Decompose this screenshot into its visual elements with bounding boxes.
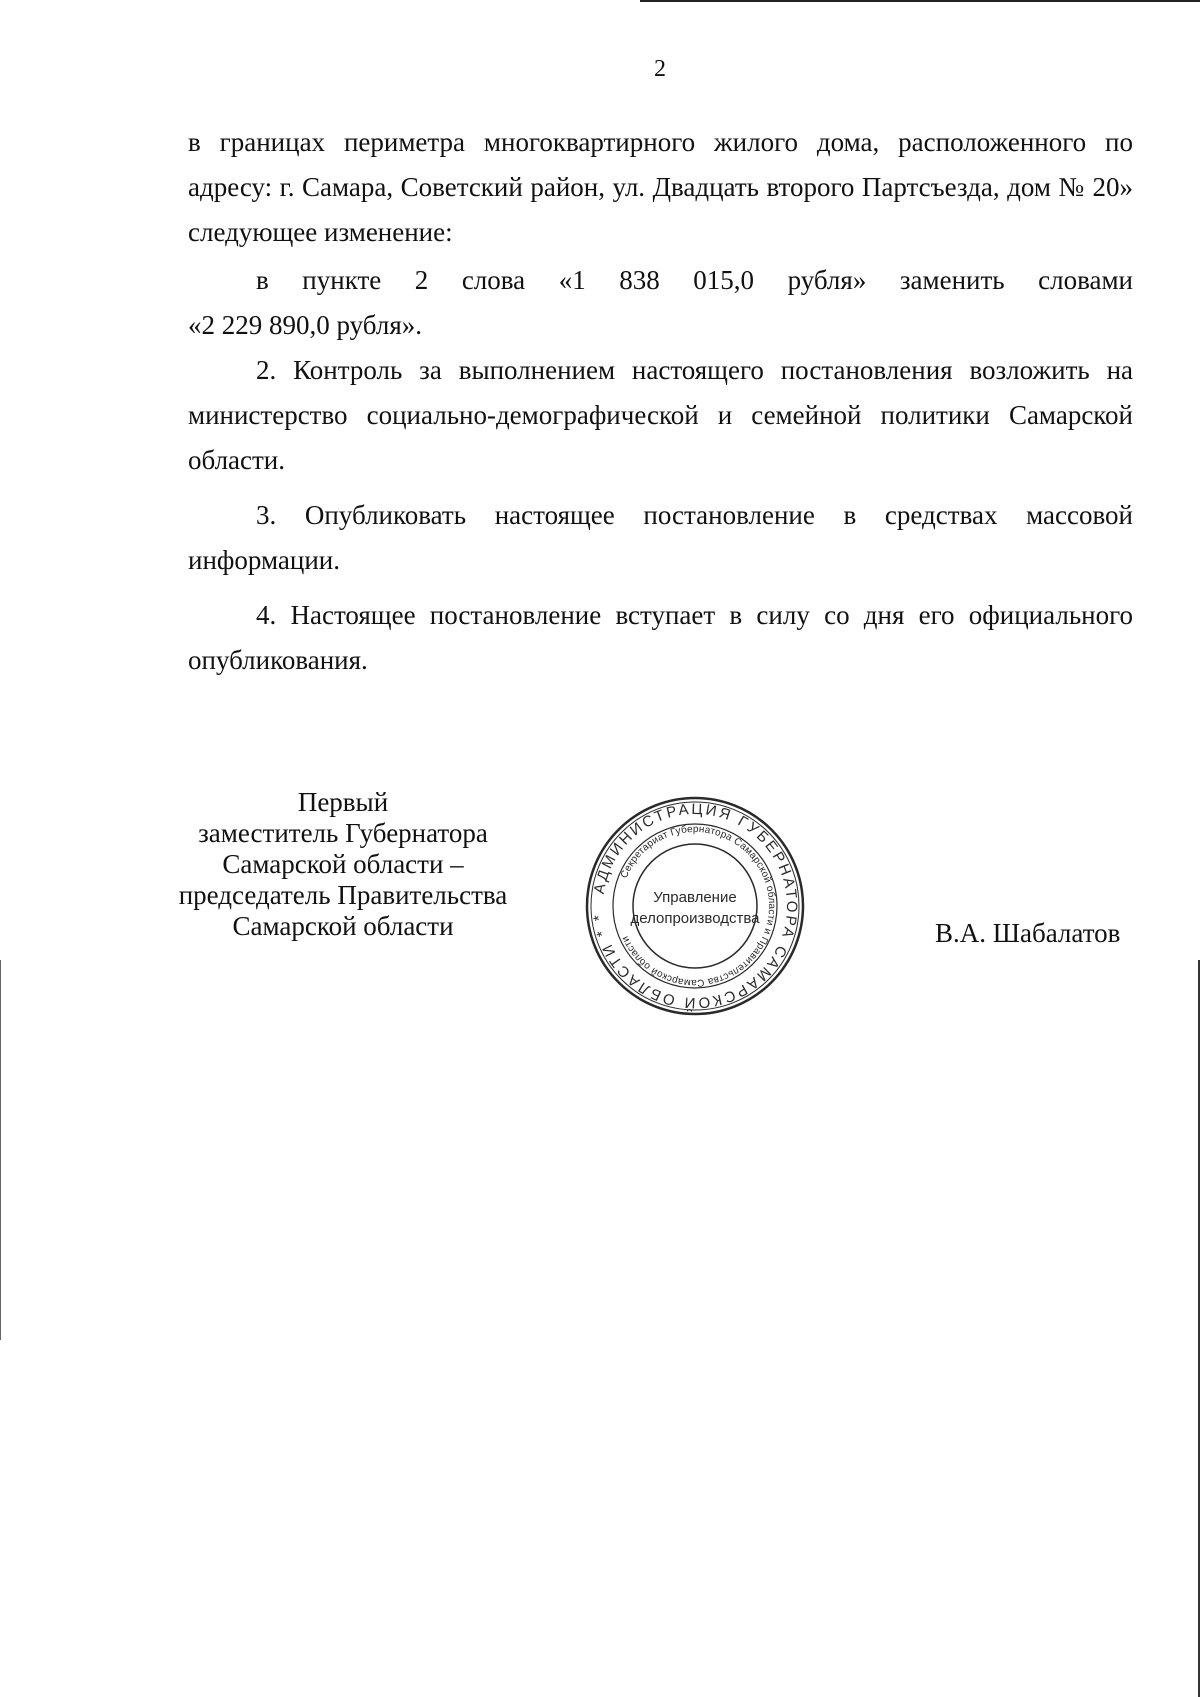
seal-ring-textpath: Секретариат Губернатора Самарской области и Правительства Самарской области <box>618 823 778 989</box>
seal-center-line-1: Управление <box>653 889 737 906</box>
amendment-line-2: «2 229 890,0 рубля». <box>188 310 422 340</box>
seal-outer-textpath: АДМИНИСТРАЦИЯ ГУБЕРНАТОРА САМАРСКОЙ ОБЛАСТИ * * <box>590 800 801 1012</box>
paragraph-effective: 4. Настоящее постановление вступает в силу со дня его официального опубликования. <box>188 600 1133 675</box>
paragraph-publish: 3. Опубликовать настоящее постановление в средствах массовой информации. <box>188 500 1133 575</box>
official-seal-stamp <box>584 795 806 1017</box>
scan-artifact-left <box>0 960 1 1340</box>
signatory-name: В.А. Шабалатов <box>935 918 1121 948</box>
signatory-position <box>168 787 518 942</box>
page-number: 2 <box>654 56 666 82</box>
amendment-line-1: в пункте 2 слова «1 838 015,0 рубля» заменить словами <box>256 265 1133 295</box>
paragraph-amendment <box>188 258 1133 348</box>
position-line: Самарской области – <box>222 849 464 879</box>
paragraph-address: в границах периметра многоквартирного жилого дома, расположенного по адресу: г. Самара, Советский район, ул. Двадцать второго Партсъезда, дом № 20» следующее изменение: <box>188 127 1133 247</box>
position-line: заместитель Губернатора <box>198 818 488 848</box>
seal-inner-ring <box>633 844 757 968</box>
scan-artifact-top <box>640 0 1200 2</box>
seal-center-line-2: делопроизводства <box>630 910 760 927</box>
position-line: Первый <box>297 787 389 817</box>
position-line: председатель Правительства <box>178 880 508 910</box>
paragraph-control: 2. Контроль за выполнением настоящего постановления возложить на министерство социально-демографической и семейной политики Самарской области. <box>188 355 1133 475</box>
position-line: Самарской области <box>232 911 454 941</box>
